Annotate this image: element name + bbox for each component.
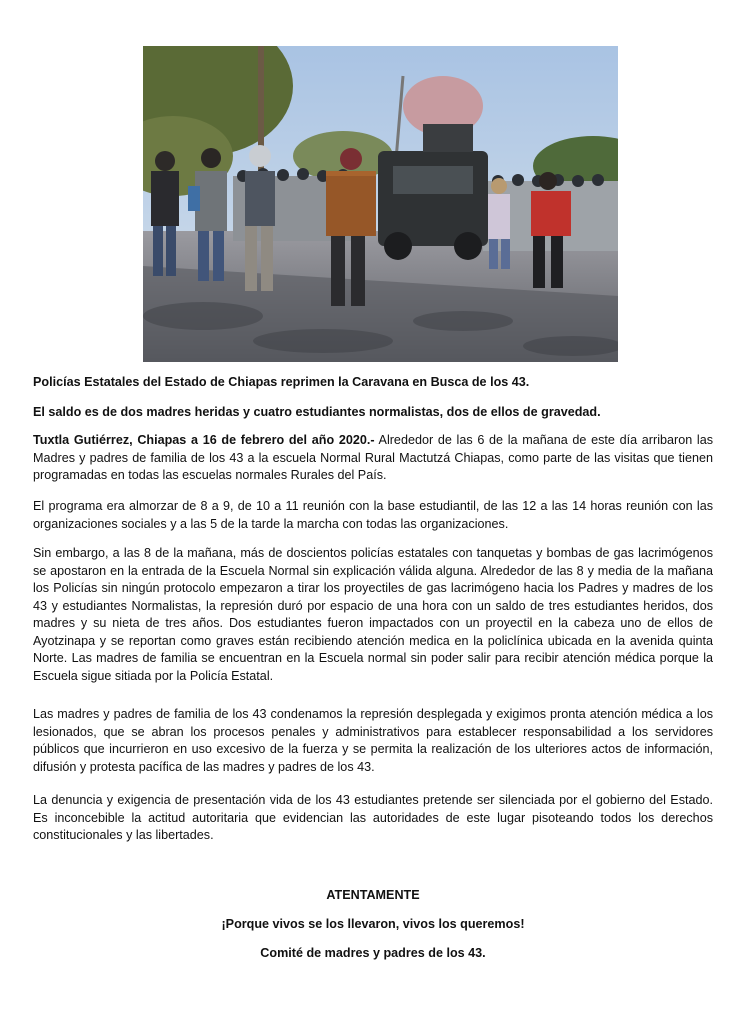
- closing: ATENTAMENTE: [326, 888, 420, 902]
- paragraph-repression: Sin embargo, a las 8 de la mañana, más de doscientos policías estatales con tanquetas y bombas de gas lacrimógenos se apostaron en la entrada de la Escuela Normal sin explicación válida alguna. Alrededor de las 8 y media de la mañana los Policías sin ningún protocolo empezaron a tirar los proyectiles de gas lacrimógeno hacia los Padres y madres de los 43 y estudiantes Normalistas, la represión duró por espacio de una hora con un saldo de tres estudiantes heridos, dos madres y su nieta de tres años. Dos estudiantes fueron impactados con un proyectil en la cabeza uno de ellos de Ayotzinapa y se reportan como graves están recibiendo atención medica en la policlínica ubicada en la avenida quinta Norte. Las madres de familia se encuentran en la Escuela normal sin poder salir para recibir atención médica porque la Escuela sigue sitiada por la Policía Estatal.: [33, 546, 713, 683]
- paragraph-demands: Las madres y padres de familia de los 43 condenamos la represión desplegada y exigimos pronta atención médica a los lesionados, que se abran los procesos penales y administrativos para establecer responsabilidad a los servidores públicos que incurrieron en uso excesivo de la fuerza y se permita la realización de los ulteriores actos de información, difusión y protesta pacífica de las madres y padres de los 43.: [33, 707, 713, 774]
- paragraph-intro: [33, 432, 713, 485]
- dateline: Tuxtla Gutiérrez, Chiapas a 16 de febrero del año 2020.-: [33, 433, 375, 447]
- news-photo: [143, 46, 618, 362]
- paragraph-program: El programa era almorzar de 8 a 9, de 10 a 11 reunión con la base estudiantil, de las 12 a las 14 horas reunión con las organizaciones sociales y a las 5 de la tarde la marcha con todas las organizaciones.: [33, 499, 713, 531]
- subheadline: El saldo es de dos madres heridas y cuatro estudiantes normalistas, dos de ellos de gravedad.: [33, 405, 601, 419]
- headline: Policías Estatales del Estado de Chiapas reprimen la Caravana en Busca de los 43.: [33, 375, 530, 389]
- slogan: ¡Porque vivos se los llevaron, vivos los queremos!: [221, 917, 525, 931]
- signature: Comité de madres y padres de los 43.: [260, 946, 486, 960]
- paragraph-1-text: Alrededor de las 6 de la mañana de este día arribaron las Madres y padres de familia de los 43 a la escuela Normal Rural Mactutzá Chiapas, como parte de las visitas que tienen programadas en todas las escuelas normales Rurales del País.: [33, 433, 713, 482]
- paragraph-denunciation: La denuncia y exigencia de presentación vida de los 43 estudiantes pretende ser silenciada por el gobierno del Estado. Es inconcebible la actitud autoritaria que evidencian las autoridades de este lugar pisoteando todos los derechos constitucionales y las libertades.: [33, 793, 713, 842]
